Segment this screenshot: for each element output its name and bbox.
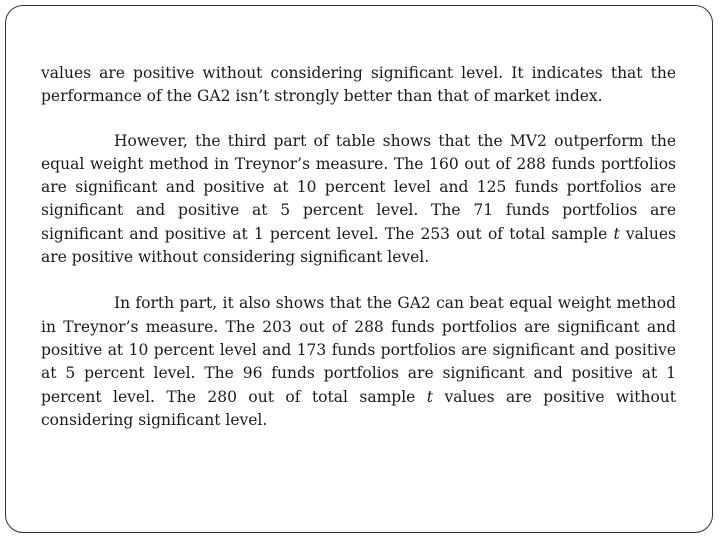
paragraph-3-text-end: values are positive without considering significant level. [41,387,677,429]
paragraph-1-text: values are positive without considering significant level. It indicates that the performance of the GA2 isn’t strongly better than that of market index. [41,64,676,106]
paragraph-2 [41,130,676,270]
paragraph-2-italic-t: t [613,224,620,243]
paragraph-3-italic-t: t [426,387,434,406]
paragraph-2-text-end: values are positive without considering significant level. [41,224,676,267]
paragraph-3 [41,292,676,432]
paragraph-1 [41,62,676,109]
paragraph-2-text-start: However, the third part of table shows that the MV2 outperform the equal weight method in Treynor’s measure. The 160 out of 288 funds portfolios are significant and positive at 10 percent level and 125 funds portfolios are significant and positive at 5 percent level. The 71 funds portfolios are significant and positive at 1 percent level. The 253 out of total sample [41,131,676,243]
paragraph-3-text-start: In forth part, it also shows that the GA2 can beat equal weight method in Treynor’s measure. The 203 out of 288 funds portfolios are significant and positive at 10 percent level and 173 funds portfolios are significant and positive at 5 percent level. The 96 funds portfolios are significant and positive at 1 percent level. The 280 out of total sample [41,294,676,406]
text-body [41,62,676,432]
slide-frame [5,5,713,533]
